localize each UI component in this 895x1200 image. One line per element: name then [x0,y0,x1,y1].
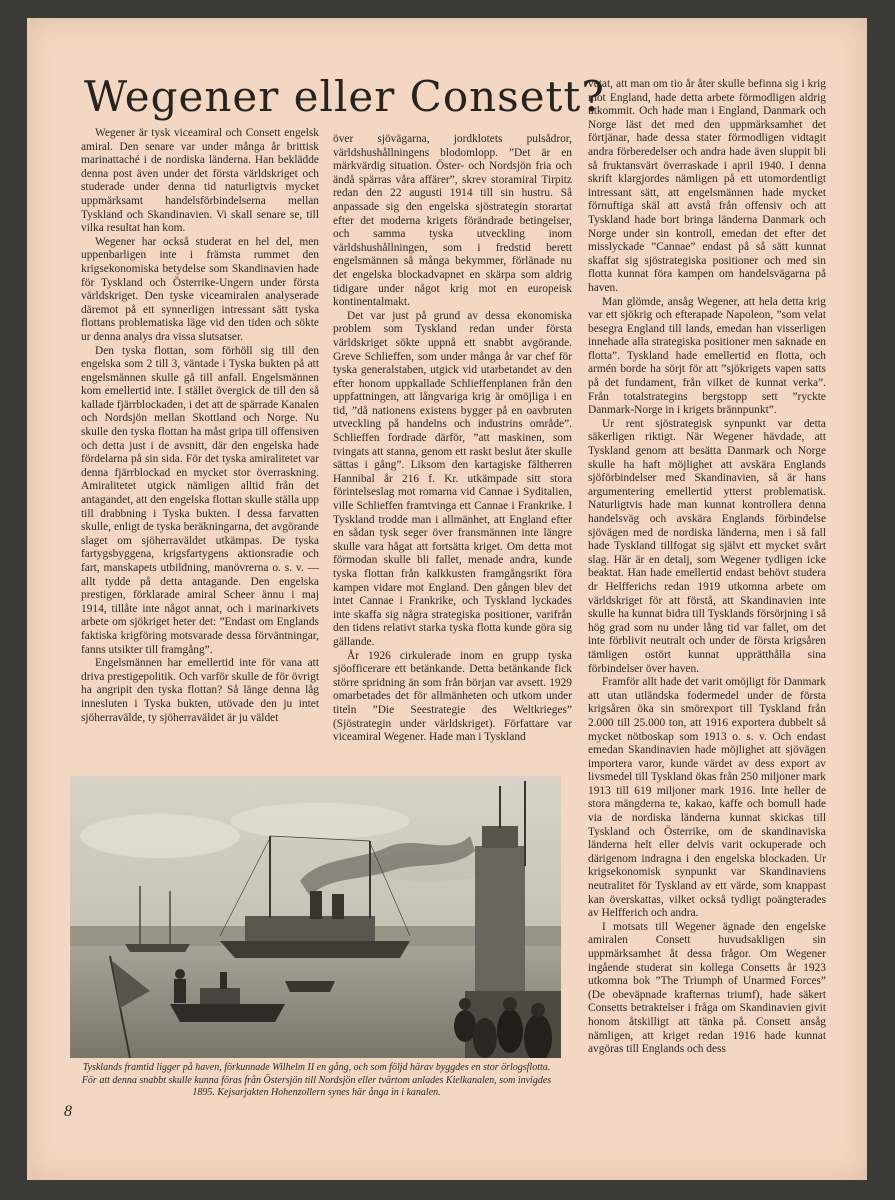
paragraph: Det var just på grund av dessa ekonomiska problem som Tyskland redan under första världskriget sökte uppnå ett snabbt avgörande. Greve Schlieffen, som under många år var chef för tyska generalstaben, utgick vid utarbetandet av den efter honom uppkallade Schlieffenplanen från den uppfattningen, att långvariga krig är omöjliga i en tid, ”då nationens existens bygger på en oavbruten utveckling på handelns och industrins område”. Schlieffen fordrade därför, ”att maskinen, som tvingats att stanna, genom ett raskt beslut åter skulle sättas i gång”. Liksom den kartagiske fältherren Hannibal år 216 f. Kr. utkämpade sitt stora förintelseslag mot romarna vid Cannae i Syditalien, ville Schlieffen framtvinga ett Cannae i Frankrike. I Tyskland trodde man i allmänhet, att England efter en sådan tysk seger över fransmännen inte längre skulle vara hågat att fortsätta kriget. Om detta mot förmodan skulle bli fallet, menade andra, kunde tyska flottan från kalkkusten framgångsrikt föra kampen vidare mot England. Den gången blev det intet Cannae i Frankrike, och Tyskland lyckades inte skaffa sig några strategiska positioner, varifrån den tidens relativt starka tyska flotta kunde göra sig gällande. [333,309,572,648]
paragraph: över sjövägarna, jordklotets pulsådror, världshushållningens blodomlopp. ”Det är en märkvärdig situation. Öster- och Nordsjön fria och ändå spärras våra affärer”, skrev storamiral Tirpitz redan den 22 augusti 1914 till sin hustru. Så anpassade sig den engelska sjöstrategin storartat efter det moderna krigets förändrade betingelser, och samma tyska utveckling inom världshushållningen, som i fredstid berett engelsmännen så många bekymmer, förlänade nu det engelska blockadvapnet en skärpa som aldrig tidigare under något krig mot en europeisk kontinentalmakt. [333,133,572,309]
paragraph: Ur rent sjöstrategisk synpunkt var detta säkerligen riktigt. När Wegener hävdade, att Tyskland genom att besätta Danmark och Norge skulle ha haft möjlighet att avskära Englands sjöförbindelser med Skandinavien, så är hans argumentering emellertid ytterst problematisk. Naturligtvis hade man kunnat kontrollera denna handelsväg och avskära Englands förbindelse sjövägen med de nordiska länderna, men i så fall hade Tyskland tillfogat sig självt ett mycket svårt slag. Här är en detalj, som Wegener tydligen icke beaktat. Han hade emellertid endast behövt studera dr Helfferichs redan 1919 utkomna arbete om världskriget för att förstå, att Skandinavien inte skulle ha kunnat bidra till Tysklands försörjning i så hög grad som nu under lång tid var fallet, om det inte förblivit neutralt och under de första krigsåren tämligen ostört kunnat upprätthålla sina förbindelser över haven. [588,417,826,675]
photo-caption: Tysklands framtid ligger på haven, förkunnade Wilhelm II en gång, och som följd härav byggdes en stor örlogsflotta. För att denna snabbt skulle kunna föras från Östersjön till Nordsjön eller tvärtom anlades Kielkanalen, som invigdes 1895. Kejsarjakten Hohenzollern synes här ånga in i kanalen. [81,1062,552,1098]
article-title: Wegener eller Consett? [84,72,605,121]
paragraph: Engelsmännen har emellertid inte för vana att driva prestigepolitik. Och varför skulle de för övrigt ha angripit den tyska flottan? Så länge denna låg innesluten i Tyska bukten, utövade den ju intet sjöherravälde, ty sjöherraväldet är ju väldet [81,657,319,724]
paragraph: Wegener har också studerat en hel del, men uppenbarligen inte i främsta rummet den krigsekonomiska betydelse som Skandinavien hade för Tyskland och Österrike-Ungern under första världskriget. Den tyske viceamiralen analyserade däremot på ett synnerligen intressant sätt tyska flottans problematiska läge vid den tiden och sökte ur denna analys dra vissa slutsatser. [81,235,319,343]
page-number: 8 [64,1103,72,1120]
paragraph: Man glömde, ansåg Wegener, att hela detta krig var ett sjökrig och efterapade Napoleon, ”som velat besegra England till lands, emedan han visserligen innehade alla strategiska positioner men saknade en flotta”. Tyskland hade emellertid en flotta, och armén borde ha sörjt för att ”sjökrigets vapen satts på det fundament, från vilket de kunnat verka”. Från totalstrategins bergstopp sett ”ryckte Danmark-Norge in i krigets brännpunkt”. [588,295,826,417]
paragraph: vetat, att man om tio år åter skulle befinna sig i krig mot England, hade detta arbete förmodligen aldrig utkommit. Och hade man i England, Danmark och Norge läst det med den uppmärksamhet det förtjänar, hade dessa stater förmodligen vidtagit andra förberedelser och andra hade även sluppit bli så fruktansvärt överraskade i april 1940. I denna skrift klargjordes nämligen på ett utomordentligt intressant sätt, att engelsmännen hade mycket förnuftiga skäl att avstå från offensiv och att Tyskland hade bort bringa länderna Danmark och Norge under sin kontroll, emedan det efter det misslyckade ”Cannae” endast på så sätt kunnat skaffat sig sjöstrategiska positioner och med sin flotta kunnat föra kampen om handelsvägarna på haven. [588,78,826,294]
paragraph: I motsats till Wegener ägnade den engelske amiralen Consett huvudsakligen sin uppmärksamhet åt dessa frågor. Om Wegener ingående studerat sin kollega Consetts år 1923 utkomna bok ”The Triumph of Unarmed Forces” (De obeväpnade krafternas triumf), hade säkert Consetts betraktelser i fråga om Skandinavien givit honom åtskilligt att tänka på. Consett ansåg nämligen, att kriget redan 1916 hade kunnat avgöras till Englands och dess [588,920,826,1056]
article-column-2 [333,133,572,768]
paragraph: Wegener är tysk viceamiral och Consett engelsk amiral. Den senare var under många år brittisk marinattaché i de nordiska länderna. Han beklädde denna post även under det första världskriget och studerade under denna tid naturligtvis mycket uppmärksamt handelsförbindelserna mellan Tyskland och Skandinavien. Vi skall senare se, till vilka resultat han kom. [81,127,319,235]
photo-illustration [70,776,561,1058]
article-column-3 [588,78,826,1148]
kiel-canal-photograph [70,776,561,1058]
page-edge [27,18,30,1180]
article-column-1 [81,127,319,767]
paragraph: Den tyska flottan, som förhöll sig till den engelska som 2 till 3, väntade i Tyska bukten på att engelsmännen skulle gå till anfall. Engelsmännen kom emellertid inte. I stället övergick de till den så kallade fjärrblockaden, i det att de spärrade Kanalen och Nordsjön mellan Skottland och Norge. Nu skulle den tyska flottan ha måst gripa till offensiven och detta just i de avsnitt, där den engelska hade fördelarna på sin sida. För det tyska amiralitetet var denna fjärrblockad en mycket stor överraskning. Amiralitetet utgick nämligen alltid från det antagandet, att den engelska flottan skulle ställa upp till drabbning i Tyska bukten. I dessa farvatten skulle, enligt de tyska beräkningarna, det avgörande slaget om sjöherraväldet utkämpas. De tyska fartygsbyggena, krigsfartygens aktionsradie och fart, manskapets utbildning, manövrerna o. s. v. — allt tydde på detta antagande. Den engelska prestigen, förklarade amiral Scheer ännu i maj 1914, tillåte inte något annat, och i marinarkivets arbete om sjökriget heter det: ”Endast om Englands faktiska krigföring motsvarade dessa förväntningar, fanns utsikter till framgång”. [81,344,319,656]
paragraph: Framför allt hade det varit omöjligt för Danmark att utan utländska fodermedel under de första krigsåren öka sin smörexport till Tyskland från 2.000 till 25.000 ton, att 1916 exportera dubbelt så mycket nötboskap som 1913 o. s. v. Och endast emedan Skandinavien hade möjlighet att sjövägen importera varor, kunde värdet av dess export av livsmedel till Tyskland ökas från 250 miljoner mark 1913 till 619 miljoner mark 1916. Inte heller de stora mängderna te, kakao, kaffe och bomull hade via de nordiska länderna kunnat skickas till Tyskland och Österrike, om de skandinaviska länderna helt eller delvis varit ockuperade och därigenom indragna i den engelska blockaden. Ur krigsekonomisk synpunkt var Skandinaviens neutralitet för Tyskland av ett värde, som knappast kan överskattas, vilket också tydligt poängterades av Helfferich och andra. [588,676,826,920]
paragraph: År 1926 cirkulerade inom en grupp tyska sjöofficerare ett betänkande. Detta betänkande fick större spridning än som från början var avsett. 1929 omarbetades det för allmänheten och utkom under titeln ”Die Seestrategie des Weltkrieges” (Sjöstrategin under världskriget). Författare var viceamiral Wegener. Hade man i Tyskland [333,649,572,744]
